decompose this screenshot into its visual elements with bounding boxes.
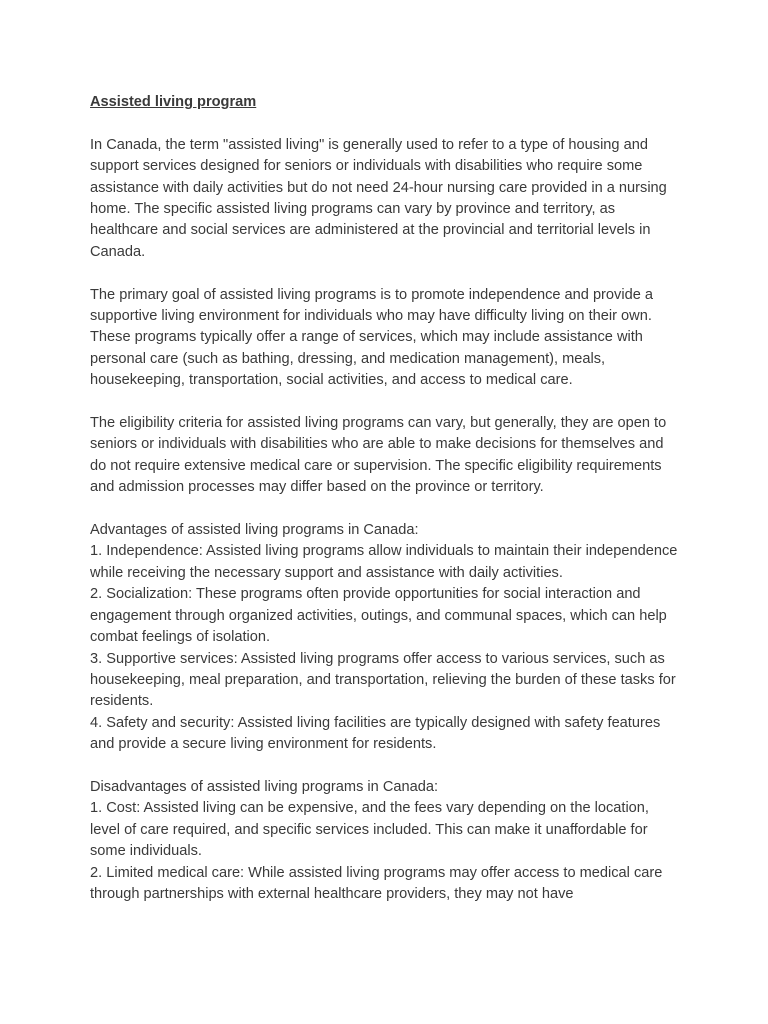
disadvantages-list [90,798,682,905]
document-title: Assisted living program [90,94,257,110]
disadvantages-heading: Disadvantages of assisted living programs in Canada: [90,778,439,795]
list-item: 3. Supportive services: Assisted living programs offer access to various services, such as housekeeping, meal preparation, and transportation, relieving the burden of these tasks for residents. [90,650,676,710]
paragraph-intro: In Canada, the term "assisted living" is generally used to refer to a type of housing and support services designed for seniors or individuals with disabilities who require some assistance with daily activities but do not need 24-hour nursing care provided in a nursing home. The specific assisted living programs can vary by province and territory, as healthcare and social services are administered at the provincial and territorial levels in Canada. [90,136,667,260]
list-item: 2. Limited medical care: While assisted living programs may offer access to medical care through partnerships with external healthcare providers, they may not have [90,864,663,902]
list-item: 1. Cost: Assisted living can be expensive, and the fees vary depending on the location, level of care required, and specific services included. This can make it unaffordable for some individuals. [90,800,649,860]
advantages-list [90,541,682,755]
paragraph-goal: The primary goal of assisted living programs is to promote independence and provide a supportive living environment for individuals who may have difficulty living on their own. These programs typically offer a range of services, which may include assistance with personal care (such as bathing, dressing, and medication management), meals, housekeeping, transportation, social activities, and access to medical care. [90,286,653,389]
list-item: 4. Safety and security: Assisted living facilities are typically designed with safety features and provide a secure living environment for residents. [90,714,661,753]
advantages-heading: Advantages of assisted living programs in Canada: [90,522,419,539]
list-item: 1. Independence: Assisted living programs allow individuals to maintain their independence while receiving the necessary support and assistance with daily activities. [90,543,678,581]
paragraph-eligibility: The eligibility criteria for assisted living programs can vary, but generally, they are open to seniors or individuals with disabilities who are able to make decisions for themselves and do not require extensive medical care or supervision. The specific eligibility requirements and admission processes may differ based on the province or territory. [90,415,667,496]
list-item: 2. Socialization: These programs often provide opportunities for social interaction and engagement through organized activities, outings, and communal spaces, which can help combat feelings of isolation. [90,586,667,646]
document-page [90,92,682,905]
